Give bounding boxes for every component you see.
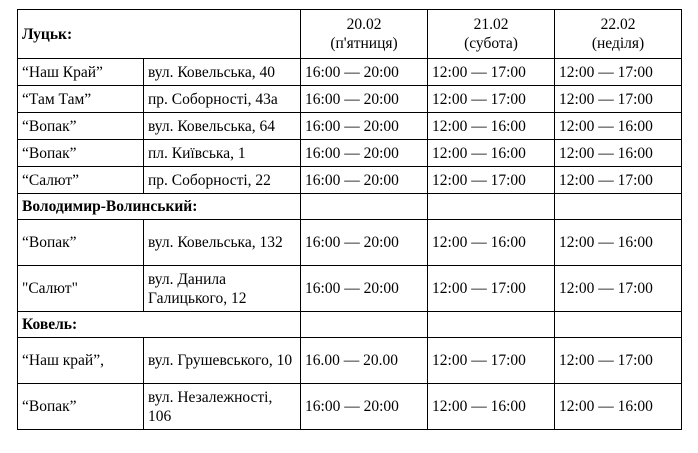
time-cell: 16:00 — 20:00	[301, 167, 428, 194]
time-cell: 16:00 — 20:00	[301, 140, 428, 167]
empty-cell	[301, 312, 428, 338]
time-cell: 16:00 — 20:00	[301, 59, 428, 86]
time-cell: 12:00 — 16:00	[428, 140, 555, 167]
time-cell: 12:00 — 17:00	[555, 86, 682, 113]
day-date: 20.02	[346, 16, 382, 33]
cinema-name: “Вопак”	[18, 113, 144, 140]
time-cell: 12:00 — 16:00	[428, 384, 555, 430]
day-header	[555, 10, 682, 59]
time-cell: 12:00 — 17:00	[428, 59, 555, 86]
time-cell: 12:00 — 16:00	[555, 220, 682, 266]
empty-cell	[428, 194, 555, 220]
table-row	[18, 220, 682, 266]
time-cell: 12:00 — 17:00	[555, 338, 682, 384]
cinema-name: “Там Там”	[18, 86, 144, 113]
time-cell: 12:00 — 17:00	[555, 59, 682, 86]
day-header	[428, 10, 555, 59]
cinema-name: "Салют"	[18, 266, 144, 312]
time-cell: 16.00 — 20.00	[301, 338, 428, 384]
time-cell: 12:00 — 17:00	[428, 86, 555, 113]
cinema-address: вул. Незалежності, 106	[144, 384, 301, 430]
cinema-address: вул. Ковельська, 40	[144, 59, 301, 86]
cinema-address: пр. Соборності, 22	[144, 167, 301, 194]
cinema-address: пр. Соборності, 43а	[144, 86, 301, 113]
time-cell: 12:00 — 16:00	[428, 220, 555, 266]
cinema-address: вул. Грушевського, 10	[144, 338, 301, 384]
cinema-address: вул. Ковельська, 132	[144, 220, 301, 266]
table-row	[18, 266, 682, 312]
table-row	[18, 140, 682, 167]
cinema-address: пл. Київська, 1	[144, 140, 301, 167]
time-cell: 12:00 — 17:00	[428, 167, 555, 194]
time-cell: 12:00 — 17:00	[428, 338, 555, 384]
cinema-name: “Салют”	[18, 167, 144, 194]
empty-cell	[555, 194, 682, 220]
city-heading: Ковель:	[18, 312, 301, 338]
city-heading: Володимир-Волинський:	[18, 194, 301, 220]
time-cell: 16:00 — 20:00	[301, 113, 428, 140]
table-row	[18, 86, 682, 113]
time-cell: 12:00 — 17:00	[555, 167, 682, 194]
cinema-name: “Наш Край”	[18, 59, 144, 86]
cinema-name: “Наш край”,	[18, 338, 144, 384]
time-cell: 12:00 — 16:00	[555, 384, 682, 430]
city-heading: Луцьк:	[18, 10, 301, 59]
city-row	[18, 194, 682, 220]
table-row	[18, 59, 682, 86]
table-row	[18, 384, 682, 430]
time-cell: 12:00 — 16:00	[555, 113, 682, 140]
day-weekday: (неділя)	[591, 35, 645, 52]
day-weekday: (субота)	[464, 35, 518, 52]
time-cell: 12:00 — 17:00	[428, 266, 555, 312]
cinema-name: “Вопак”	[18, 384, 144, 430]
day-date: 22.02	[600, 16, 636, 33]
schedule-table	[17, 9, 682, 430]
cinema-address: вул. Данила Галицького, 12	[144, 266, 301, 312]
day-date: 21.02	[473, 16, 509, 33]
time-cell: 12:00 — 16:00	[555, 140, 682, 167]
day-header	[301, 10, 428, 59]
time-cell: 12:00 — 17:00	[555, 266, 682, 312]
table-row	[18, 338, 682, 384]
time-cell: 16:00 — 20:00	[301, 266, 428, 312]
table-row	[18, 167, 682, 194]
cinema-address: вул. Ковельська, 64	[144, 113, 301, 140]
time-cell: 16:00 — 20:00	[301, 384, 428, 430]
cinema-name: “Вопак”	[18, 140, 144, 167]
empty-cell	[555, 312, 682, 338]
time-cell: 16:00 — 20:00	[301, 220, 428, 266]
time-cell: 16:00 — 20:00	[301, 86, 428, 113]
header-row	[18, 10, 682, 59]
city-row	[18, 312, 682, 338]
empty-cell	[428, 312, 555, 338]
day-weekday: (п'ятниця)	[330, 35, 398, 52]
empty-cell	[301, 194, 428, 220]
table-row	[18, 113, 682, 140]
cinema-name: “Вопак”	[18, 220, 144, 266]
time-cell: 12:00 — 16:00	[428, 113, 555, 140]
